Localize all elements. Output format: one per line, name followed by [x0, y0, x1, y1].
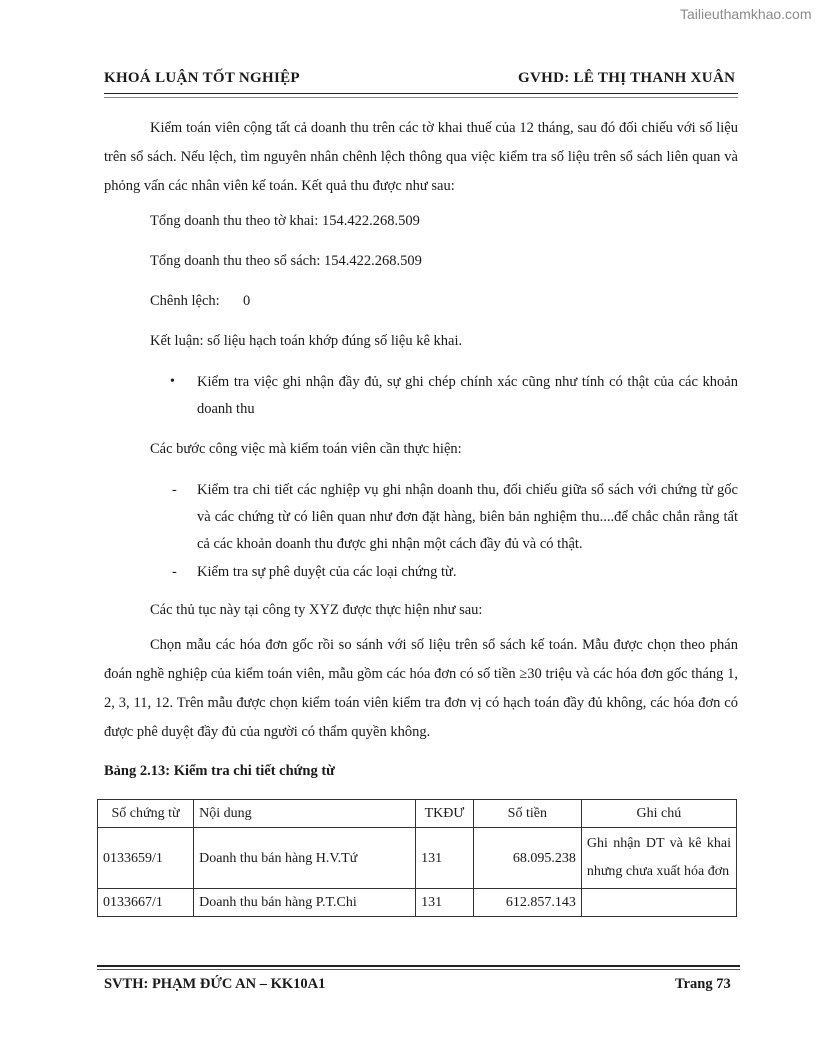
cell-voucher-no: 0133667/1 — [98, 889, 194, 917]
cell-amount: 68.095.238 — [473, 828, 581, 889]
table-row — [98, 889, 737, 917]
col-amount: Số tiền — [473, 800, 581, 828]
table-title: Bảng 2.13: Kiểm tra chi tiết chứng từ — [104, 763, 335, 779]
header-thesis-title: KHOÁ LUẬN TỐT NGHIỆP — [104, 70, 300, 86]
col-voucher-no: Số chứng từ — [98, 800, 194, 828]
total-books-revenue: Tổng doanh thu theo sổ sách: 154.422.268.509 — [150, 253, 422, 269]
conclusion-text: Kết luận: số liệu hạch toán khớp đúng số liệu kê khai. — [150, 333, 463, 349]
bullet-icon: • — [170, 374, 175, 389]
cell-voucher-no: 0133659/1 — [98, 828, 194, 889]
dash-icon: - — [172, 564, 177, 580]
procedures-intro: Các thủ tục này tại công ty XYZ được thực hiện như sau: — [150, 602, 483, 618]
step-detail-check: Kiểm tra chi tiết các nghiệp vụ ghi nhận doanh thu, đối chiếu giữa sổ sách với chứng từ gốc và các chứng từ có liên quan như đơn đặt hàng, biên bản nghiệm thu....để chắc chắn rằng tất cả các khoản doanh thu được ghi nhận một cách đầy đủ và có thật. — [197, 482, 738, 552]
cell-amount: 612.857.143 — [473, 889, 581, 917]
col-content: Nội dung — [194, 800, 416, 828]
table-row — [98, 828, 737, 889]
watermark: Tailieuthamkhao.com — [680, 6, 812, 22]
col-account: TKĐƯ — [416, 800, 474, 828]
header-divider — [104, 93, 738, 94]
steps-intro: Các bước công việc mà kiểm toán viên cần thực hiện: — [150, 441, 462, 457]
cell-note — [581, 889, 736, 917]
step-approval-check: Kiểm tra sự phê duyệt của các loại chứng từ. — [197, 564, 457, 580]
total-declared-revenue: Tổng doanh thu theo tờ khai: 154.422.268.509 — [150, 213, 420, 229]
paragraph-revenue-check: Kiểm toán viên cộng tất cả doanh thu trên các tờ khai thuế của 12 tháng, sau đó đối chiếu với số liệu trên sổ sách. Nếu lệch, tìm nguyên nhân chênh lệch thông qua việc kiểm tra số liệu trên sổ sách liên quan và phỏng vấn các nhân viên kế toán. Kết quả thu được như sau: — [104, 120, 738, 194]
cell-account: 131 — [416, 828, 474, 889]
footer-divider — [97, 965, 740, 967]
voucher-detail-table — [97, 799, 737, 917]
cell-account: 131 — [416, 889, 474, 917]
table-header-row — [98, 800, 737, 828]
cell-content: Doanh thu bán hàng P.T.Chi — [194, 889, 416, 917]
cell-content: Doanh thu bán hàng H.V.Tứ — [194, 828, 416, 889]
page-number: Trang 73 — [675, 976, 731, 992]
footer-divider-thin — [97, 969, 740, 970]
cell-note: Ghi nhận DT và kê khai nhưng chưa xuất hóa đơn — [581, 828, 736, 889]
difference-label: Chênh lệch: — [150, 293, 220, 309]
header-supervisor: GVHD: LÊ THỊ THANH XUÂN — [518, 70, 736, 86]
footer-student: SVTH: PHẠM ĐỨC AN – KK10A1 — [104, 976, 326, 992]
paragraph-sampling: Chọn mẫu các hóa đơn gốc rồi so sánh với số liệu trên sổ sách kế toán. Mẫu được chọn theo phán đoán nghề nghiệp của kiểm toán viên, mẫu gồm các hóa đơn có số tiền ≥30 triệu và các hóa đơn gốc tháng 1, 2, 3, 11, 12. Trên mẫu được chọn kiểm toán viên kiểm tra đơn vị có hạch toán đầy đủ không, các hóa đơn có được phê duyệt đầy đủ của người có thẩm quyền không. — [104, 637, 738, 740]
header-divider-thin — [104, 97, 738, 98]
difference-value: 0 — [243, 293, 251, 309]
dash-icon: - — [172, 482, 177, 498]
bullet-completeness-check: Kiểm tra việc ghi nhận đầy đủ, sự ghi chép chính xác cũng như tính có thật của các khoản doanh thu — [197, 374, 738, 417]
col-note: Ghi chú — [581, 800, 736, 828]
